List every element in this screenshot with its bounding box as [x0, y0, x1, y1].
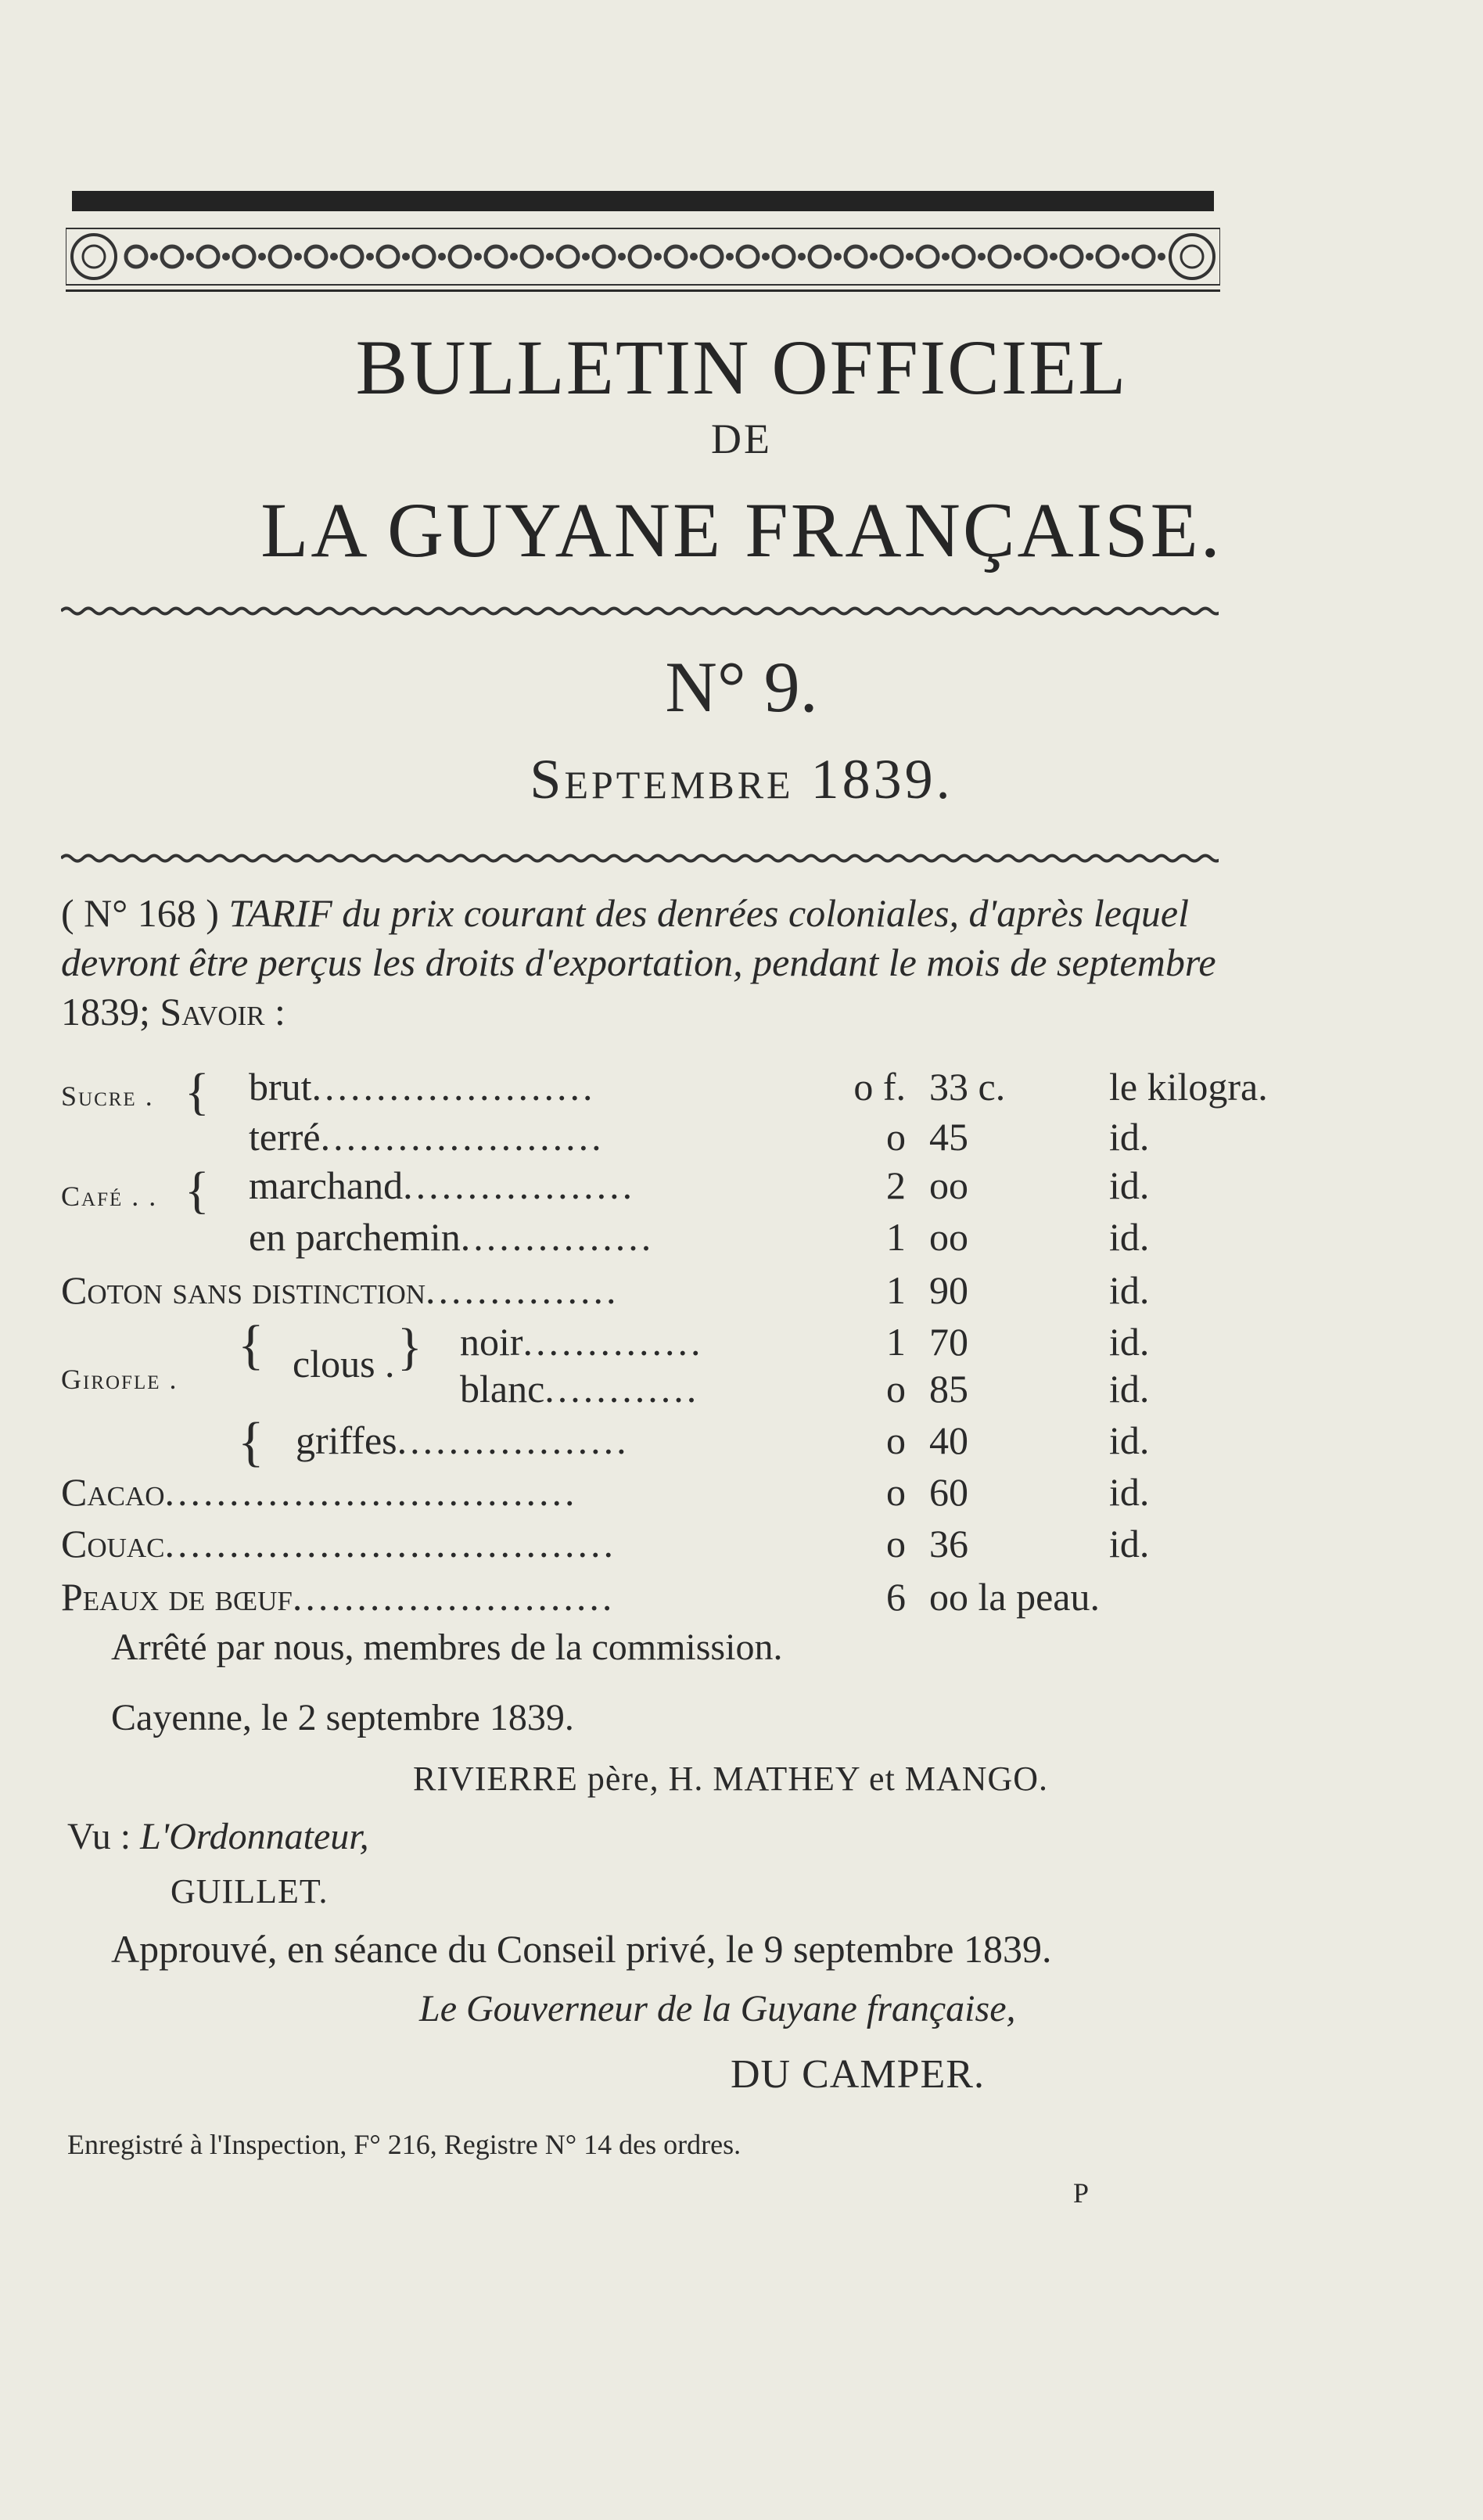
price-cents: oo [929, 1215, 968, 1259]
du-camper-signature: DU CAMPER. [731, 2052, 985, 2097]
price-francs: 1 [886, 1268, 906, 1312]
price-francs: 6 [886, 1575, 906, 1619]
leader-dots: .................. [403, 1163, 636, 1207]
leader-dots: ...................... [311, 1065, 596, 1109]
price-cents: 36 [929, 1522, 968, 1566]
price-francs: 1 [886, 1320, 906, 1364]
item-label: Cacao [61, 1470, 165, 1514]
item-label: Coton sans distinction [61, 1268, 426, 1312]
savoir-label: ; Savoir : [139, 990, 285, 1034]
item-label: terré [249, 1115, 321, 1159]
clous-label: clous . [293, 1342, 395, 1386]
leader-dots: ............... [460, 1215, 655, 1259]
table-row [61, 1267, 1219, 1318]
price-cents: 85 [929, 1367, 968, 1411]
brace-girofle-top: { [238, 1315, 264, 1375]
price-cents: 40 [929, 1418, 968, 1462]
price-francs: 2 [886, 1163, 906, 1207]
gouverneur-title: Le Gouverneur de la Guyane française, [419, 1988, 1016, 2029]
price-unit: id. [1109, 1367, 1150, 1411]
vu-line [67, 1815, 369, 1858]
leader-dots: ............ [544, 1367, 700, 1411]
price-cents: oo la peau. [929, 1575, 1100, 1619]
leader-dots: ......................... [292, 1575, 616, 1619]
price-francs: o [886, 1115, 906, 1159]
registration-note: Enregistré à l'Inspection, F° 216, Registre N° 14 des ordres. [67, 2129, 742, 2160]
price-cents: 45 [929, 1115, 968, 1159]
item-label: blanc [460, 1367, 545, 1411]
title-de: DE [711, 415, 772, 462]
leader-dots: .............. [522, 1320, 704, 1364]
table-row [61, 1162, 1219, 1219]
price-cents: 60 [929, 1470, 968, 1514]
item-label: Couac [61, 1522, 165, 1566]
leader-dots: ............... [426, 1268, 619, 1312]
issue-date [0, 747, 1483, 812]
leader-dots: ...................... [320, 1115, 605, 1159]
item-label: noir [460, 1320, 523, 1364]
item-label: griffes [296, 1418, 397, 1462]
item-label: marchand [249, 1163, 404, 1207]
brace-cafe: { [185, 1162, 210, 1219]
table-row [61, 1521, 1219, 1571]
price-francs: o [886, 1418, 906, 1462]
brace-sucre: { [185, 1063, 210, 1120]
sucre-label: Sucre . [61, 1080, 154, 1112]
ordonnateur-title: L'Ordonnateur, [140, 1816, 369, 1857]
approuve-line: Approuvé, en séance du Conseil privé, le 9 septembre 1839. [111, 1927, 1052, 1971]
price-cents: 33 c. [929, 1065, 1006, 1109]
issue-number: N° 9. [665, 647, 818, 727]
tariff-intro [61, 889, 1219, 1037]
guillet-signature: GUILLET. [171, 1872, 329, 1911]
leader-dots: ................................... [164, 1522, 617, 1566]
brace-girofle-bottom: { [238, 1412, 264, 1472]
bulletin-title: BULLETIN OFFICIEL [355, 324, 1128, 411]
price-cents: 70 [929, 1320, 968, 1364]
leader-dots: ................................ [164, 1470, 578, 1514]
price-unit: id. [1109, 1470, 1150, 1514]
ornamental-border-icon [66, 225, 1220, 288]
table-row [61, 1469, 1219, 1519]
decree-number: ( N° 168 ) [61, 891, 219, 935]
wavy-rule-bottom [61, 851, 1219, 865]
price-unit: id. [1109, 1320, 1150, 1364]
price-unit: id. [1109, 1522, 1150, 1566]
leader-dots: .................. [397, 1418, 630, 1462]
price-unit: id. [1109, 1215, 1150, 1259]
price-francs: o [886, 1470, 906, 1514]
table-row [61, 1366, 1219, 1416]
price-francs: o [886, 1522, 906, 1566]
price-francs: o [886, 1367, 906, 1411]
table-row [61, 1412, 1219, 1472]
vu-label: Vu : [67, 1816, 131, 1857]
item-label: brut [249, 1065, 312, 1109]
price-unit: id. [1109, 1163, 1150, 1207]
price-francs: 1 [886, 1215, 906, 1259]
issue-year: 1839. [810, 748, 953, 811]
signature-mark: P [1073, 2177, 1090, 2209]
girofle-label: Girofle . [61, 1364, 178, 1395]
price-unit: le kilogra. [1109, 1065, 1268, 1109]
cayenne-date: Cayenne, le 2 septembre 1839. [111, 1697, 574, 1738]
tariff-year: 1839 [61, 990, 139, 1034]
table-row [61, 1063, 1268, 1120]
header-rule [66, 289, 1220, 292]
price-cents: 90 [929, 1268, 968, 1312]
price-francs: o f. [853, 1065, 906, 1109]
table-row [61, 1574, 1219, 1624]
tariff-description: TARIF du prix courant des denrées coloniales, d'après lequel devront être perçus les droits d'exportation, pendant le mois de septembre [61, 891, 1216, 984]
table-row [61, 1214, 1219, 1264]
table-row [61, 1114, 1219, 1164]
item-label: Peaux de bœuf [61, 1575, 293, 1619]
header-black-bar [72, 191, 1214, 211]
cafe-label: Café . . [61, 1181, 158, 1212]
item-label: en parchemin [249, 1215, 461, 1259]
price-cents: oo [929, 1163, 968, 1207]
guyane-title: LA GUYANE FRANÇAISE. [260, 487, 1223, 573]
price-unit: id. [1109, 1418, 1150, 1462]
arrete-line: Arrêté par nous, membres de la commission. [111, 1627, 783, 1668]
wavy-rule-top [61, 604, 1219, 618]
price-unit: id. [1109, 1268, 1150, 1312]
price-unit: id. [1109, 1115, 1150, 1159]
commission-signatories: RIVIERRE père, H. MATHEY et MANGO. [413, 1760, 1049, 1798]
brace-clous: } [397, 1318, 422, 1375]
issue-month: Septembre [530, 748, 794, 811]
